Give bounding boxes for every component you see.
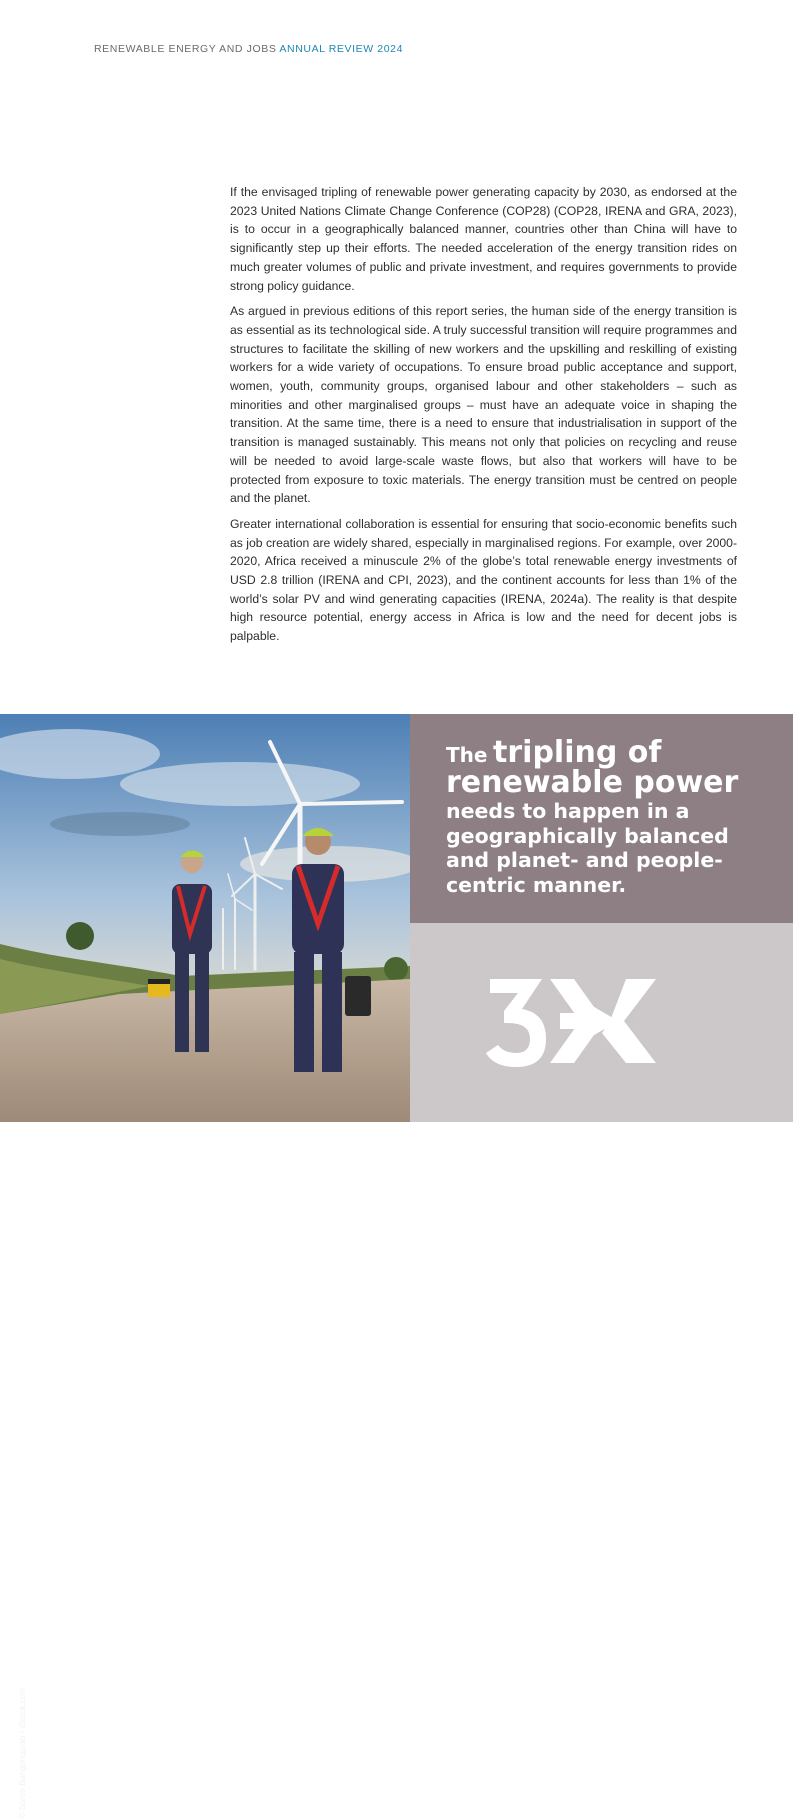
wind-farm-workers-photo	[0, 714, 410, 1819]
pull-quote-lead: The	[446, 743, 488, 767]
tripling-logo-panel	[410, 923, 793, 1122]
running-header-edition: ANNUAL REVIEW 2024	[279, 43, 404, 55]
paragraph-international-collaboration: Greater international collaboration is essential for ensuring that socio-economic benefits such as job creation are widely shared, especially in marginalised regions. For example, over 2000-2020, Africa received a minuscule 2% of the globe’s total renewable energy investments of USD 2.8 trillion (IRENA and CPI, 2023), and the continent accounts for less than 1% of the world’s solar PV and wind generating capacities (IRENA, 2024a). The reality is that despite high resource potential, energy access in Africa is low and the need for decent jobs is palpable.	[230, 516, 737, 644]
three-x-logo-icon	[484, 971, 664, 1071]
body-text	[230, 183, 737, 653]
pull-quote-emphasis-line1: tripling of	[493, 735, 662, 770]
pull-quote-panel	[410, 714, 793, 923]
pull-quote-emphasis-line2: renewable power	[446, 765, 739, 800]
running-header-title: RENEWABLE ENERGY AND JOBS	[94, 43, 277, 55]
pull-quote-rest: needs to happen in a geographically balanced and planet- and people-centric manner.	[446, 799, 729, 897]
running-header	[94, 43, 403, 55]
pull-quote	[446, 735, 776, 897]
paragraph-human-side: As argued in previous editions of this report series, the human side of the energy transition is as essential as its technological side. A truly successful transition will require programmes and structures to facilitate the skilling of new workers and the upskilling and reskilling of existing workers for a wide variety of occupations. To ensure broad public acceptance and support, women, youth, community groups, organised labour and other stakeholders – such as minorities and other marginalised groups – must have an adequate voice in shaping the transition. At the same time, there is a need to ensure that industrialisation in support of the transition is managed sustainably. This means not only that policies on recycling and reuse will be needed to avoid large-scale waste flows, but also that workers will have to be protected from exposure to toxic materials. The energy transition must be centred on people and the planet.	[230, 304, 737, 506]
paragraph-tripling: If the envisaged tripling of renewable power generating capacity by 2030, as endorsed at the 2023 United Nations Climate Change Conference (COP28) (COP28, IRENA and GRA, 2023), is to occur in a geographically balanced manner, countries other than China will have to significantly step up their efforts. The needed acceleration of the energy transition rides on much greater volumes of public and private investment, and requires governments to provide strong policy guidance.	[230, 185, 737, 293]
photo-credit: © Soros Bangongpian / iStock.com	[17, 1687, 27, 1819]
